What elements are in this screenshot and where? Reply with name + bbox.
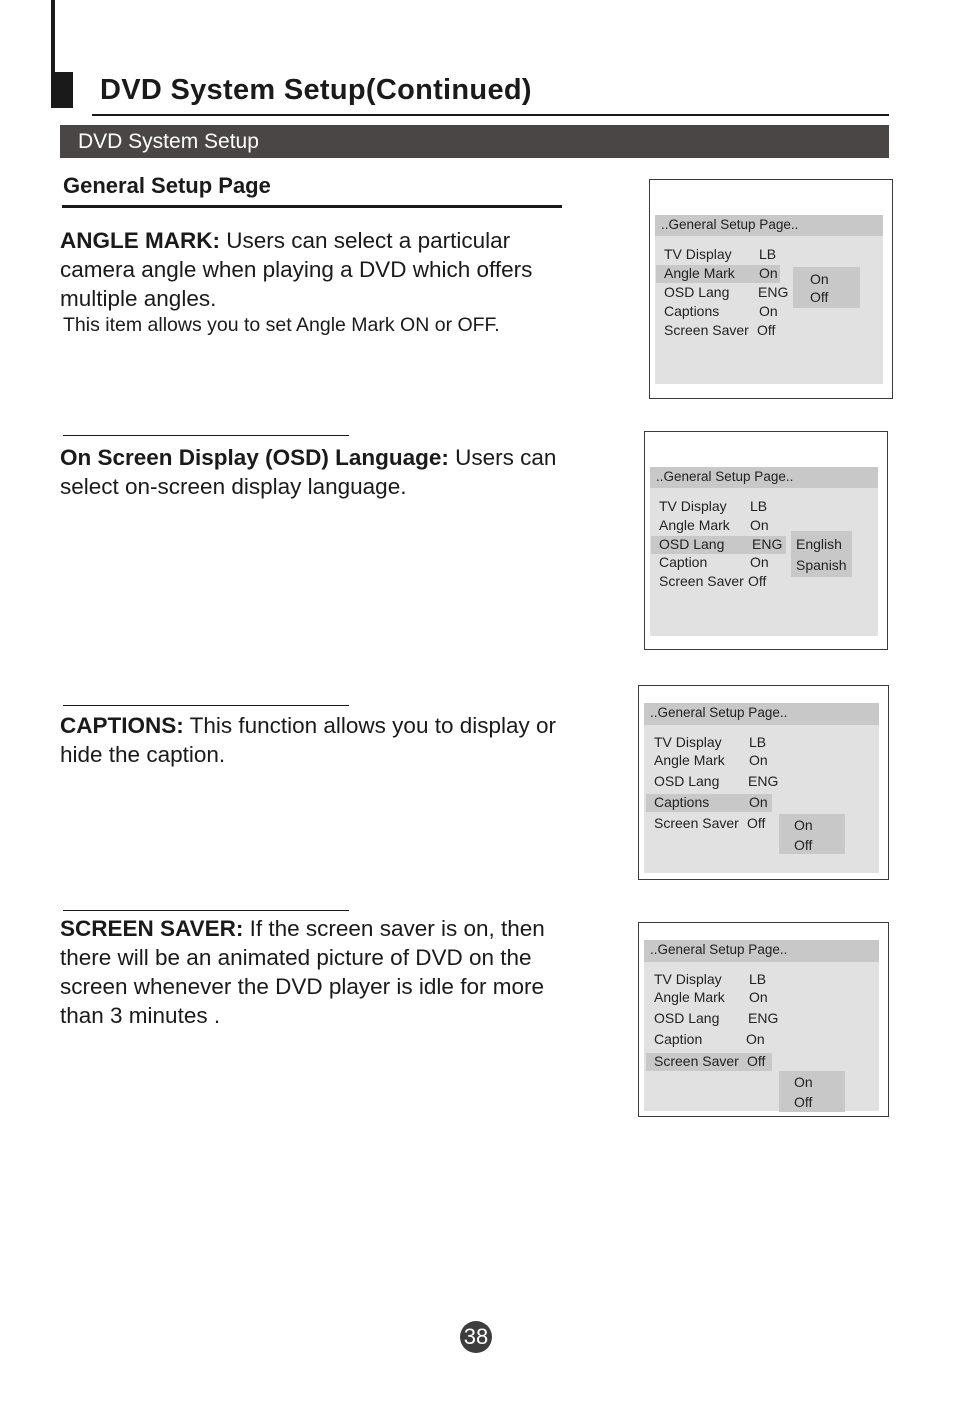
title-rule	[92, 114, 889, 116]
osd-row-value: Off	[757, 322, 776, 338]
osd-row-value: On	[749, 989, 768, 1005]
osd-option[interactable]: Off	[810, 289, 829, 305]
osd-row-label: TV Display	[654, 971, 722, 987]
osd-row-label: OSD Lang	[664, 284, 730, 300]
osd-row[interactable]	[650, 734, 780, 752]
osd-row-label: Angle Mark	[664, 265, 735, 281]
osd-screen-captions	[638, 685, 889, 880]
osd-option[interactable]: On	[794, 1074, 813, 1090]
osd-row-value: LB	[759, 246, 777, 262]
captions-paragraph	[60, 711, 585, 769]
osd-row[interactable]	[650, 752, 780, 770]
osd-row[interactable]	[655, 573, 785, 591]
osd-row-label: Captions	[664, 303, 720, 319]
osd-option[interactable]: Off	[794, 1094, 813, 1110]
subheading: General Setup Page	[63, 173, 271, 198]
osd-row-selected[interactable]	[651, 536, 786, 554]
osd-row[interactable]	[650, 773, 780, 791]
osd-language-paragraph	[60, 443, 570, 501]
osd-row-value: On	[750, 517, 769, 533]
osd-header	[644, 703, 879, 725]
osd-option[interactable]: On	[810, 271, 829, 287]
osd-row-label: Caption	[654, 1031, 703, 1047]
osd-row-label: OSD Lang	[654, 773, 720, 789]
osd-row-value: On	[749, 752, 768, 768]
osd-row[interactable]	[655, 517, 785, 535]
osd-row-value: On	[759, 265, 778, 281]
page-number: 38	[460, 1321, 492, 1353]
osd-row[interactable]	[655, 554, 785, 572]
osd-row-value: LB	[750, 498, 768, 514]
osd-header-text: ..General Setup Page..	[650, 942, 788, 957]
osd-screen-osd-language	[644, 431, 888, 650]
osd-row-value: On	[750, 554, 769, 570]
osd-row-label: TV Display	[654, 734, 722, 750]
osd-row-label: Captions	[654, 794, 710, 810]
osd-row-label: Angle Mark	[659, 517, 730, 533]
osd-row-value: ENG	[748, 773, 779, 789]
osd-row-value: LB	[749, 734, 767, 750]
section-title: DVD System Setup	[78, 130, 259, 153]
corner-block	[51, 72, 73, 108]
osd-options-popup	[779, 814, 845, 854]
osd-row-selected[interactable]	[656, 265, 780, 283]
osd-row[interactable]	[655, 498, 785, 516]
osd-row[interactable]	[650, 815, 780, 833]
osd-row-label: Angle Mark	[654, 752, 725, 768]
captions-text: This function allows you to display or hide the caption.	[60, 713, 557, 767]
osd-options-popup	[793, 267, 860, 308]
angle-mark-term: ANGLE MARK:	[60, 228, 220, 253]
osd-row-value: Off	[748, 573, 767, 589]
osd-row-value: On	[759, 303, 778, 319]
osd-row-label: Angle Mark	[654, 989, 725, 1005]
osd-option[interactable]: Off	[794, 837, 813, 853]
osd-options-popup	[791, 531, 852, 577]
osd-language-text: Users can select on-screen display language.	[60, 445, 557, 499]
osd-row[interactable]	[660, 322, 790, 340]
separator-rule	[63, 910, 349, 911]
osd-row[interactable]	[660, 284, 790, 302]
screen-saver-paragraph	[60, 914, 570, 1030]
page-title: DVD System Setup(Continued)	[100, 74, 532, 106]
osd-header-text: ..General Setup Page..	[650, 705, 788, 720]
osd-row-label: Screen Saver	[664, 322, 749, 338]
angle-mark-paragraph	[60, 226, 590, 313]
osd-row-label: Screen Saver	[659, 573, 744, 589]
osd-row-label: TV Display	[659, 498, 727, 514]
osd-row-value: ENG	[758, 284, 789, 300]
osd-option[interactable]: On	[794, 817, 813, 833]
osd-row-label: Caption	[659, 554, 708, 570]
osd-screen-angle-mark	[649, 179, 893, 399]
osd-row-value: LB	[749, 971, 767, 987]
osd-row-label: OSD Lang	[659, 536, 725, 552]
osd-row[interactable]	[660, 246, 780, 264]
screen-saver-text: If the screen saver is on, then there will be an animated picture of DVD on the screen whenever the DVD player is idle for more than 3 minutes .	[60, 916, 545, 1028]
osd-row[interactable]	[650, 1010, 780, 1028]
osd-row-value: On	[746, 1031, 765, 1047]
osd-header	[650, 467, 878, 488]
osd-row-label: OSD Lang	[654, 1010, 720, 1026]
captions-term: CAPTIONS:	[60, 713, 184, 738]
angle-mark-text: Users can select a particular camera angle when playing a DVD which offers multiple angles.	[60, 228, 533, 311]
osd-row-label: TV Display	[664, 246, 732, 262]
osd-screen-screen-saver	[638, 922, 889, 1117]
osd-header	[655, 215, 883, 236]
osd-row-label: Screen Saver	[654, 815, 739, 831]
angle-mark-note: This item allows you to set Angle Mark ON or OFF.	[63, 314, 500, 336]
osd-row-value: Off	[747, 1053, 766, 1069]
screen-saver-term: SCREEN SAVER:	[60, 916, 244, 941]
osd-row-value: Off	[747, 815, 766, 831]
osd-option[interactable]: Spanish	[796, 557, 847, 573]
osd-row[interactable]	[660, 303, 780, 321]
separator-rule	[63, 435, 349, 436]
osd-row-selected[interactable]	[646, 1053, 772, 1071]
separator-rule	[63, 705, 349, 706]
osd-header-text: ..General Setup Page..	[661, 217, 799, 232]
osd-header-text: ..General Setup Page..	[656, 469, 794, 484]
osd-row[interactable]	[650, 989, 780, 1007]
subheading-rule	[62, 205, 562, 208]
osd-row[interactable]	[650, 971, 780, 989]
osd-option[interactable]: English	[796, 536, 842, 552]
osd-row-value: On	[749, 794, 768, 810]
osd-row[interactable]	[650, 1031, 780, 1049]
osd-row-value: ENG	[752, 536, 783, 552]
osd-row-label: Screen Saver	[654, 1053, 739, 1069]
osd-header	[644, 940, 879, 962]
osd-row-selected[interactable]	[646, 794, 772, 812]
section-bar	[60, 125, 889, 158]
osd-language-term: On Screen Display (OSD) Language:	[60, 445, 449, 470]
osd-row-value: ENG	[748, 1010, 779, 1026]
osd-options-popup	[779, 1071, 845, 1112]
